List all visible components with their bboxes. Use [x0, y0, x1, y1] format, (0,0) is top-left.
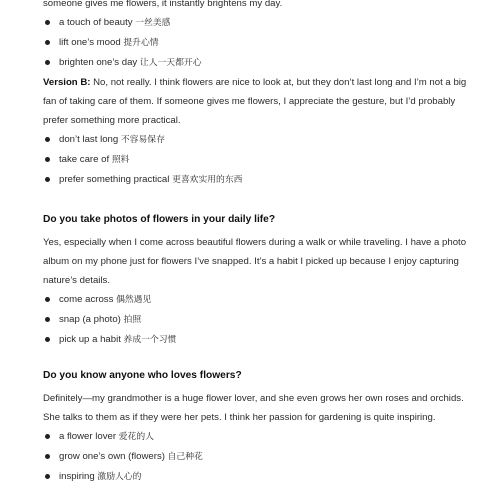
version-b-text: No, not really. I think flowers are nice to look at, but they don’t last long and I’m not a big fan of taking care of them. If someone gives me flowers, I appreciate the gesture, but I’d probably prefer something more practical. [43, 77, 467, 126]
phrase-zh: 偶然遇见 [116, 295, 152, 305]
phrase-en: pick up a habit [59, 334, 121, 345]
bullet-dot-icon [45, 434, 50, 439]
know-phrase-list [43, 427, 473, 487]
phrase-en: inspiring [59, 471, 95, 482]
list-item [43, 467, 473, 487]
phrase-zh: 照料 [111, 155, 130, 165]
phrase-en: a flower lover [59, 431, 117, 442]
bullet-dot-icon [45, 177, 50, 182]
answer-photos: Yes, especially when I come across beautiful flowers during a walk or while traveling. I have a photo album on my phone just for flowers I’ve snapped. It’s a habit I picked up because I enjoy capturing nature’s details. [43, 237, 467, 286]
phrase-zh: 拍照 [123, 315, 142, 325]
phrase-en: a touch of beauty [59, 17, 133, 28]
phrase-en: grow one’s own (flowers) [59, 451, 165, 462]
phrase-zh: 激励人心的 [97, 472, 142, 482]
bullet-dot-icon [45, 40, 50, 45]
answer-know: Definitely—my grandmother is a huge flower lover, and she even grows her own roses and orchids. She talks to them as if they were her pets. I think her passion for gardening is quite inspiring. [43, 393, 464, 423]
bullet-dot-icon [45, 337, 50, 342]
photos-phrase-list [43, 290, 473, 350]
phrase-zh: 让人一天都开心 [139, 58, 202, 68]
phrase-zh: 不容易保存 [120, 135, 165, 145]
question-heading-photos: Do you take photos of flowers in your daily life? [43, 214, 276, 225]
phrase-en: prefer something practical [59, 174, 170, 185]
bullet-dot-icon [45, 454, 50, 459]
phrase-en: come across [59, 294, 114, 305]
list-item [43, 13, 473, 33]
list-item [43, 53, 473, 73]
question-heading-know: Do you know anyone who loves flowers? [43, 370, 242, 381]
phrase-en: lift one’s mood [59, 37, 121, 48]
phrase-zh: 爱花的人 [118, 432, 154, 442]
version-b-phrase-list [43, 130, 473, 190]
bullet-dot-icon [45, 20, 50, 25]
list-item [43, 130, 473, 150]
list-item [43, 310, 473, 330]
phrase-zh: 提升心情 [123, 38, 159, 48]
list-item [43, 330, 473, 350]
list-item [43, 427, 473, 447]
bullet-dot-icon [45, 157, 50, 162]
bullet-dot-icon [45, 317, 50, 322]
version-b-paragraph [43, 73, 473, 130]
version-b-label: Version B: [43, 77, 91, 88]
list-item [43, 447, 473, 467]
version-a-phrase-list [43, 13, 473, 73]
bullet-dot-icon [45, 474, 50, 479]
list-item [43, 290, 473, 310]
list-item [43, 33, 473, 53]
bullet-dot-icon [45, 297, 50, 302]
phrase-zh: 一丝美感 [135, 18, 171, 28]
phrase-en: take care of [59, 154, 110, 165]
bullet-dot-icon [45, 137, 50, 142]
list-item [43, 150, 473, 170]
list-item [43, 170, 473, 190]
phrase-en: don’t last long [59, 134, 119, 145]
phrase-en: brighten one’s day [59, 57, 138, 68]
phrase-zh: 更喜欢实用的东西 [172, 175, 243, 185]
document-page [43, 0, 473, 487]
phrase-zh: 养成一个习惯 [123, 335, 177, 345]
phrase-en: snap (a photo) [59, 314, 121, 325]
intro-fragment: someone gives me flowers, it instantly brightens my day. [43, 0, 283, 9]
bullet-dot-icon [45, 60, 50, 65]
phrase-zh: 自己种花 [167, 452, 203, 462]
